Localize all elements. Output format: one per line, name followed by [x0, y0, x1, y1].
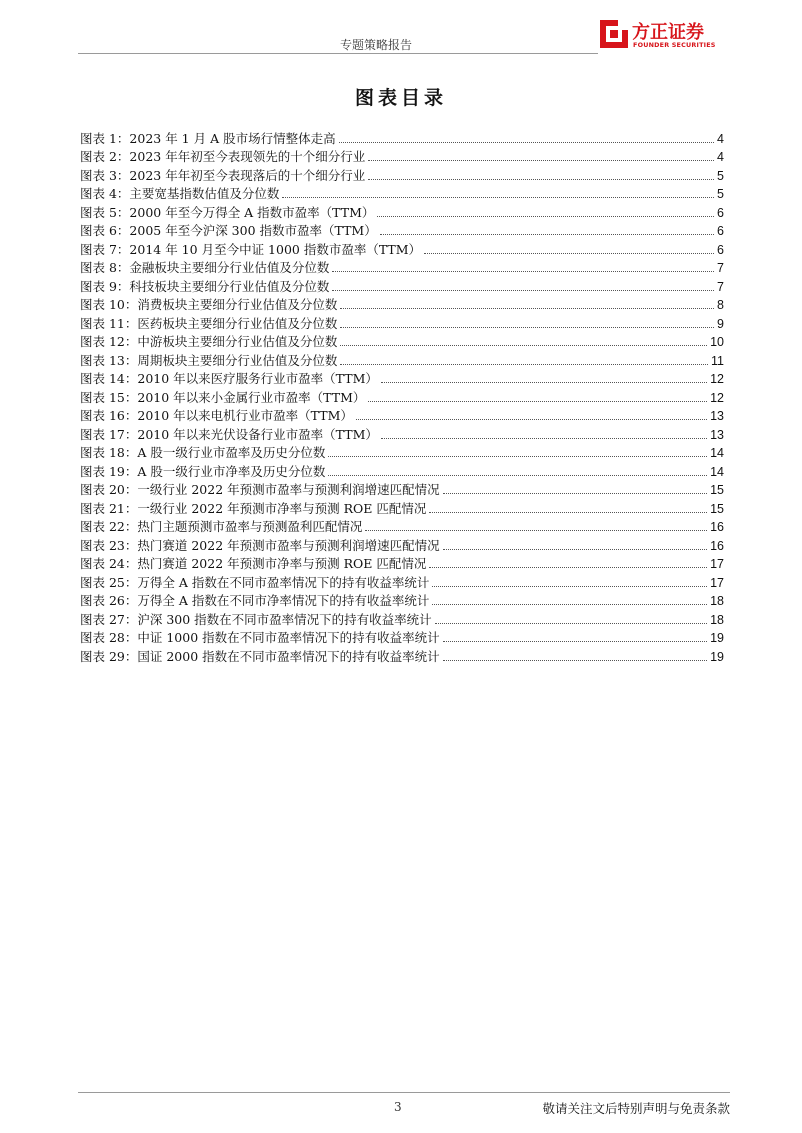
toc-dot-leader: [368, 160, 714, 161]
toc-entry-page[interactable]: 17: [710, 557, 724, 571]
header-report-type: 专题策略报告: [340, 38, 413, 52]
toc-entry-label[interactable]: 图表 12：中游板块主要细分行业估值及分位数: [80, 334, 338, 349]
toc-dot-leader: [432, 586, 707, 587]
toc-entry[interactable]: [80, 591, 724, 610]
toc-entry-label[interactable]: 图表 11：医药板块主要细分行业估值及分位数: [80, 315, 338, 331]
toc-entry-page[interactable]: 16: [710, 520, 724, 534]
page-header: [78, 20, 730, 56]
toc-entry-label[interactable]: 图表 25：万得全 A 指数在不同市盈率情况下的持有收益率统计: [80, 574, 430, 590]
toc-entry-page[interactable]: 4: [717, 150, 724, 164]
toc-dot-leader: [282, 197, 714, 198]
toc-entry-label[interactable]: 图表 24：热门赛道 2022 年预测市净率与预测 ROE 匹配情况: [80, 556, 427, 571]
toc-dot-leader: [368, 179, 714, 180]
toc-entry-label[interactable]: 图表 29：国证 2000 指数在不同市盈率情况下的持有收益率统计: [80, 648, 440, 664]
toc-entry-page[interactable]: 8: [717, 298, 724, 312]
toc-entry[interactable]: [80, 461, 724, 480]
toc-dot-leader: [429, 512, 707, 513]
toc-dot-leader: [328, 456, 707, 457]
toc-entry[interactable]: [80, 295, 724, 314]
toc-entry-label[interactable]: 图表 13：周期板块主要细分行业估值及分位数: [80, 352, 338, 368]
footer-divider: [78, 1092, 730, 1093]
toc-dot-leader: [365, 530, 707, 531]
toc-dot-leader: [381, 382, 707, 383]
toc-entry-page[interactable]: 12: [710, 390, 724, 405]
toc-dot-leader: [381, 438, 707, 439]
toc-entry-label[interactable]: 图表 26：万得全 A 指数在不同市净率情况下的持有收益率统计: [80, 593, 430, 608]
toc-dot-leader: [339, 142, 714, 143]
toc-entry-label[interactable]: 图表 28：中证 1000 指数在不同市盈率情况下的持有收益率统计: [80, 630, 440, 645]
toc-entry-page[interactable]: 7: [717, 279, 724, 294]
toc-dot-leader: [432, 604, 707, 605]
toc-entry[interactable]: [80, 202, 724, 221]
toc-entry-page[interactable]: 15: [710, 501, 724, 516]
toc-dot-leader: [377, 216, 714, 217]
toc-entry-label[interactable]: 图表 15：2010 年以来小金属行业市盈率（TTM）: [80, 389, 366, 405]
toc-entry[interactable]: [80, 609, 724, 628]
toc-entry-label[interactable]: 图表 5：2000 年至今万得全 A 指数市盈率（TTM）: [80, 204, 375, 220]
founder-securities-logo: [600, 18, 730, 54]
toc-entry-page[interactable]: 5: [717, 168, 724, 183]
toc-dot-leader: [435, 623, 707, 624]
header-divider: [78, 53, 598, 54]
toc-entry-label[interactable]: 图表 7：2014 年 10 月至今中证 1000 指数市盈率（TTM）: [80, 241, 422, 257]
toc-entry-page[interactable]: 17: [710, 575, 724, 590]
toc-entry-label[interactable]: 图表 23：热门赛道 2022 年预测市盈率与预测利润增速匹配情况: [80, 537, 440, 553]
toc-entry[interactable]: [80, 554, 724, 573]
toc-entry-label[interactable]: 图表 19：A 股一级行业市净率及历史分位数: [80, 463, 326, 479]
toc-entry-label[interactable]: 图表 16：2010 年以来电机行业市盈率（TTM）: [80, 408, 353, 423]
toc-entry-label[interactable]: 图表 1：2023 年 1 月 A 股市场行情整体走高: [80, 130, 336, 146]
founder-logo-icon: [600, 20, 628, 48]
toc-entry-label[interactable]: 图表 2：2023 年年初至今表现领先的十个细分行业: [80, 149, 366, 164]
toc-entry[interactable]: [80, 480, 724, 499]
toc-entry[interactable]: [80, 535, 724, 554]
toc-entry-page[interactable]: 18: [710, 612, 724, 627]
toc-entry-page[interactable]: 16: [710, 538, 724, 553]
toc-dot-leader: [380, 234, 714, 235]
toc-entry[interactable]: [80, 517, 724, 536]
toc-entry-page[interactable]: 14: [710, 464, 724, 479]
toc-dot-leader: [443, 549, 707, 550]
table-of-figures: [80, 128, 724, 665]
toc-entry-page[interactable]: 4: [717, 131, 724, 146]
toc-entry-label[interactable]: 图表 18：A 股一级行业市盈率及历史分位数: [80, 445, 326, 460]
toc-entry-label[interactable]: 图表 9：科技板块主要细分行业估值及分位数: [80, 278, 330, 294]
toc-entry-page[interactable]: 6: [717, 242, 724, 257]
toc-entry[interactable]: [80, 498, 724, 517]
logo-chinese-name: 方正证券: [632, 22, 704, 43]
page-title: 图表目录: [354, 87, 447, 109]
toc-dot-leader: [429, 567, 707, 568]
toc-entry[interactable]: [80, 184, 724, 203]
toc-entry-page[interactable]: 6: [717, 224, 724, 238]
toc-entry[interactable]: [80, 369, 724, 388]
disclaimer-text: 敬请关注文后特别声明与免责条款: [542, 1101, 730, 1116]
toc-entry-label[interactable]: 图表 20：一级行业 2022 年预测市盈率与预测利润增速匹配情况: [80, 482, 440, 497]
toc-dot-leader: [332, 271, 714, 272]
toc-entry[interactable]: [80, 443, 724, 462]
toc-entry-page[interactable]: 19: [710, 631, 724, 645]
toc-entry-page[interactable]: 11: [711, 353, 724, 368]
toc-dot-leader: [443, 493, 707, 494]
page-number: 3: [394, 1100, 402, 1114]
toc-entry-page[interactable]: 6: [717, 205, 724, 220]
toc-entry-label[interactable]: 图表 3：2023 年年初至今表现落后的十个细分行业: [80, 167, 366, 183]
toc-entry-page[interactable]: 13: [710, 409, 724, 423]
toc-entry-label[interactable]: 图表 4：主要宽基指数估值及分位数: [80, 186, 280, 201]
toc-entry[interactable]: [80, 572, 724, 591]
toc-dot-leader: [443, 641, 707, 642]
toc-dot-leader: [368, 401, 707, 402]
toc-entry-label[interactable]: 图表 27：沪深 300 指数在不同市盈率情况下的持有收益率统计: [80, 611, 432, 627]
toc-entry-label[interactable]: 图表 14：2010 年以来医疗服务行业市盈率（TTM）: [80, 371, 378, 386]
toc-entry[interactable]: [80, 332, 724, 351]
toc-dot-leader: [443, 660, 707, 661]
toc-entry-label[interactable]: 图表 17：2010 年以来光伏设备行业市盈率（TTM）: [80, 426, 378, 442]
toc-entry-label[interactable]: 图表 6：2005 年至今沪深 300 指数市盈率（TTM）: [80, 223, 377, 238]
toc-dot-leader: [332, 290, 714, 291]
toc-entry[interactable]: [80, 313, 724, 332]
toc-entry-page[interactable]: 14: [710, 446, 724, 460]
toc-entry[interactable]: [80, 239, 724, 258]
toc-entry[interactable]: [80, 424, 724, 443]
toc-entry[interactable]: [80, 258, 724, 277]
toc-entry[interactable]: [80, 387, 724, 406]
toc-entry-label[interactable]: 图表 8：金融板块主要细分行业估值及分位数: [80, 260, 330, 275]
toc-entry-page[interactable]: 12: [710, 372, 724, 386]
toc-entry-page[interactable]: 19: [710, 649, 724, 664]
toc-entry-page[interactable]: 10: [710, 335, 724, 349]
toc-dot-leader: [424, 253, 714, 254]
toc-dot-leader: [340, 308, 714, 309]
toc-entry-page[interactable]: 15: [710, 483, 724, 497]
toc-dot-leader: [340, 345, 707, 346]
toc-dot-leader: [340, 327, 714, 328]
toc-entry[interactable]: [80, 646, 724, 665]
toc-entry-label[interactable]: 图表 21：一级行业 2022 年预测市净率与预测 ROE 匹配情况: [80, 500, 427, 516]
toc-entry-page[interactable]: 18: [710, 594, 724, 608]
toc-entry[interactable]: [80, 165, 724, 184]
logo-english-name: FOUNDER SECURITIES: [633, 41, 716, 49]
toc-entry-label[interactable]: 图表 22：热门主题预测市盈率与预测盈利匹配情况: [80, 519, 363, 534]
toc-entry[interactable]: [80, 147, 724, 166]
toc-entry-page[interactable]: 7: [717, 261, 724, 275]
toc-entry[interactable]: [80, 221, 724, 240]
toc-entry-label[interactable]: 图表 10：消费板块主要细分行业估值及分位数: [80, 297, 338, 312]
toc-entry-page[interactable]: 9: [717, 316, 724, 331]
toc-dot-leader: [340, 364, 708, 365]
toc-entry[interactable]: [80, 276, 724, 295]
toc-entry[interactable]: [80, 628, 724, 647]
toc-entry[interactable]: [80, 350, 724, 369]
toc-entry[interactable]: [80, 406, 724, 425]
toc-entry[interactable]: [80, 128, 724, 147]
toc-entry-page[interactable]: 13: [710, 427, 724, 442]
toc-dot-leader: [328, 475, 707, 476]
toc-entry-page[interactable]: 5: [717, 187, 724, 201]
page-footer: [78, 1092, 730, 1122]
toc-dot-leader: [356, 419, 707, 420]
